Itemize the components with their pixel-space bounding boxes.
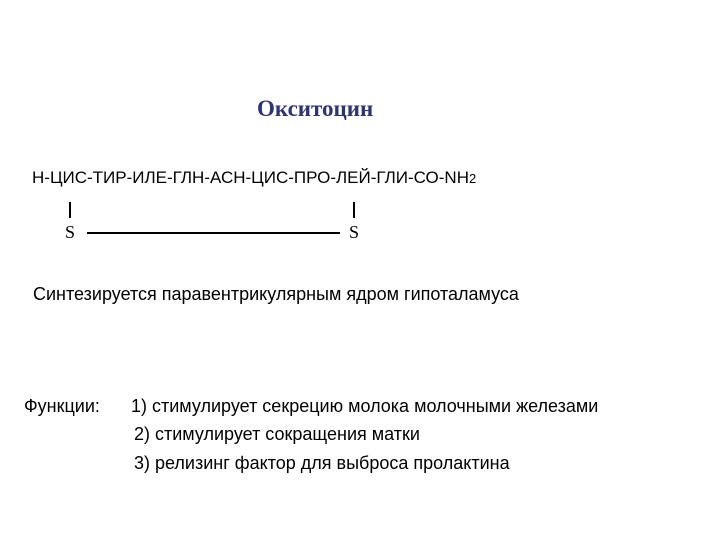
oxytocin-formula: [32, 168, 476, 188]
functions-label: Функции:: [24, 396, 100, 416]
bond-left-vertical: [69, 202, 71, 218]
disulfide-bridge-line: [87, 232, 340, 234]
function-item-1: 1) стимулирует секрецию молока молочными железами: [131, 396, 599, 416]
sulfur-left: S: [65, 222, 76, 242]
function-item-3: 3) релизинг фактор для выброса пролактина: [134, 453, 510, 473]
bond-right-vertical: [353, 202, 355, 218]
function-item-2: 2) стимулирует сокращения матки: [134, 424, 420, 444]
formula-subscript: 2: [468, 171, 477, 186]
sulfur-right: S: [349, 222, 360, 242]
slide-title: Окситоцин: [257, 96, 374, 121]
peptide-chain: Н-ЦИС-ТИР-ИЛЕ-ГЛН-АСН-ЦИС-ПРО-ЛЕЙ-ГЛИ-СО-NH: [32, 168, 469, 187]
synthesis-origin-text: Синтезируется паравентрикулярным ядром гипоталамуса: [33, 284, 519, 304]
